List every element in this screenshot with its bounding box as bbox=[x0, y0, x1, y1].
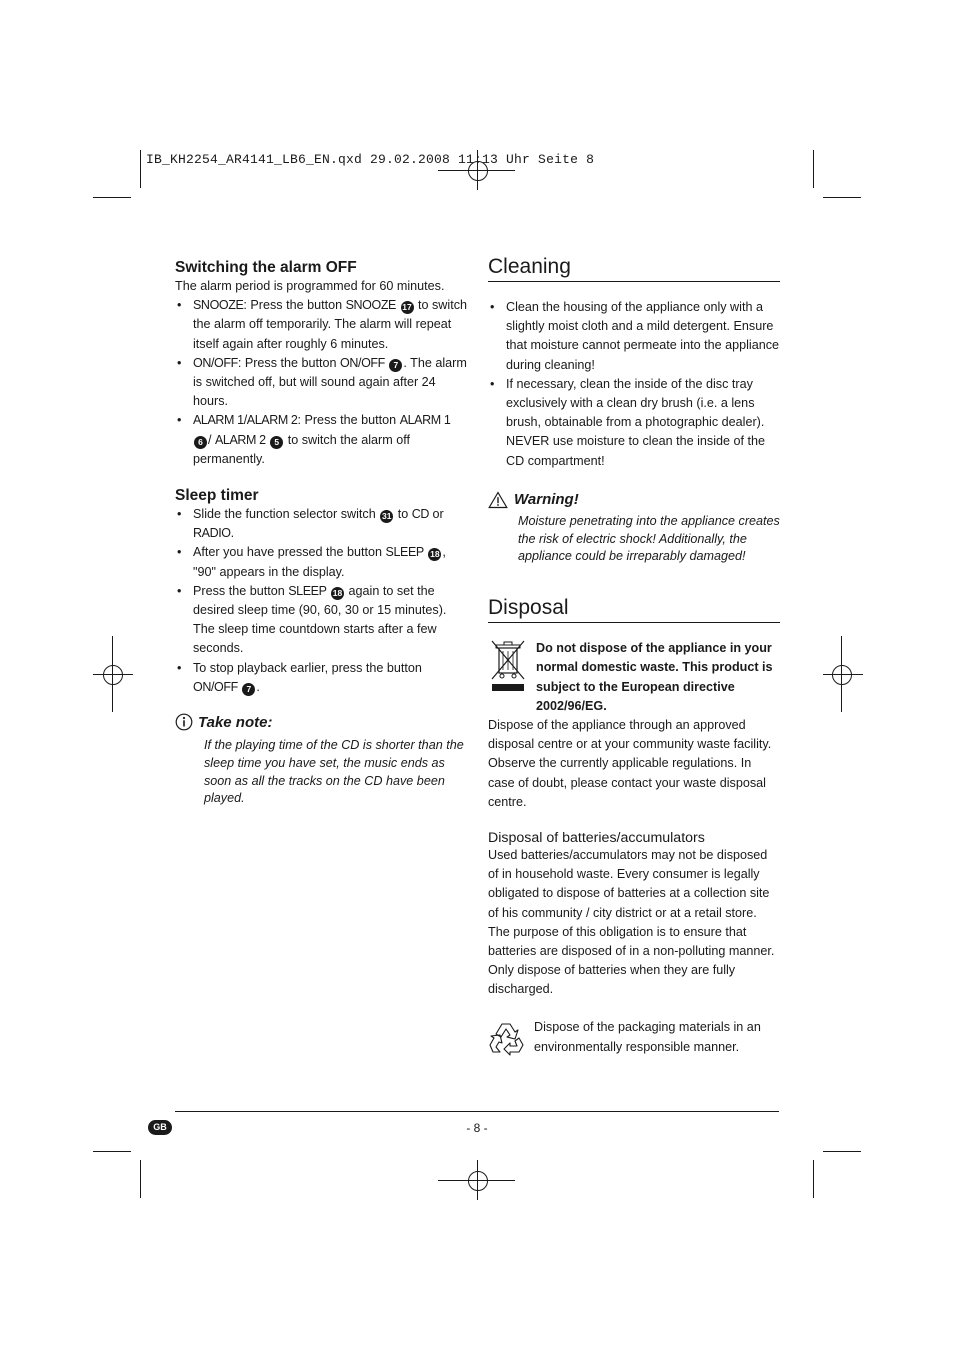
recycling-block bbox=[488, 1018, 780, 1058]
print-slug: IB_KH2254_AR4141_LB6_EN.qxd 29.02.2008 11:13 Uhr Seite 8 bbox=[146, 152, 595, 167]
warning-header bbox=[488, 491, 780, 509]
section-heading-disposal: Disposal bbox=[488, 596, 569, 620]
batteries-heading: Disposal of batteries/accumulators bbox=[488, 830, 705, 847]
list-item: • ON/OFF: Press the button ON/OFF 7 . The alarm is switched off, but will sound again after 24 hours. bbox=[175, 354, 467, 412]
take-note-text: If the playing time of the CD is shorter than the sleep time you have set, the music ends as soon as all the tracks on the CD have been played. bbox=[204, 738, 464, 806]
part-number-badge: 17 bbox=[402, 302, 412, 313]
warning-triangle-icon bbox=[488, 491, 508, 509]
list-item: • Clean the housing of the appliance only with a slightly moist cloth and a mild detergent. Ensure that moisture cannot permeate into the appliance during cleaning! bbox=[488, 298, 780, 375]
recycle-icon bbox=[488, 1018, 528, 1058]
left-column bbox=[175, 259, 467, 808]
part-number-badge: 5 bbox=[270, 436, 283, 449]
take-note-header bbox=[175, 713, 467, 731]
list-item: • ALARM 1/ALARM 2: Press the button ALARM 1 6 / ALARM 2 5 to switch the alarm off permanently. bbox=[175, 411, 467, 469]
part-number-badge: 18 bbox=[430, 549, 440, 560]
batteries-paragraph-2: The purpose of this obligation is to ensure that batteries are disposed of in a non-polluting manner. Only dispose of batteries when they are fully discharged. bbox=[488, 924, 775, 997]
weee-notice: Do not dispose of the appliance in your normal domestic waste. This product is subject to the European directive 2002/96/EG. bbox=[536, 641, 773, 713]
right-column bbox=[488, 255, 780, 1058]
list-item: • Press the button SLEEP 18 again to set the desired sleep time (90, 60, 30 or 15 minutes). The sleep time countdown starts after a few seconds. bbox=[175, 582, 467, 659]
part-number-badge: 7 bbox=[242, 683, 255, 696]
list-item: • SNOOZE: Press the button SNOOZE 17 to switch the alarm off temporarily. The alarm will repeat itself again after roughly 6 minutes. bbox=[175, 296, 467, 354]
alarm-list bbox=[175, 296, 467, 469]
country-badge: GB bbox=[148, 1120, 172, 1135]
warning-title: Warning! bbox=[514, 491, 579, 509]
part-number-badge: 31 bbox=[381, 511, 392, 522]
disposal-text: Dispose of the appliance through an approved disposal centre or at your community waste facility. Observe the currently applicable regulations. In case of doubt, please contact your waste disposal centre. bbox=[488, 718, 772, 809]
take-note-title: Take note: bbox=[198, 713, 273, 731]
heading-rule bbox=[488, 622, 780, 623]
sleep-list bbox=[175, 505, 467, 697]
section-heading-cleaning: Cleaning bbox=[488, 255, 571, 278]
section-heading-sleep-timer: Sleep timer bbox=[175, 487, 259, 505]
heading-rule bbox=[488, 281, 780, 282]
cleaning-list bbox=[488, 298, 780, 471]
warning-text: Moisture penetrating into the appliance creates the risk of electric shock! Additionally, the appliance could be irreparably damaged! bbox=[518, 513, 780, 564]
footer-rule bbox=[175, 1111, 779, 1112]
list-item: • After you have pressed the button SLEEP 18 , "90" appears in the display. bbox=[175, 543, 467, 581]
page-number: - 8 - bbox=[466, 1121, 488, 1135]
alarm-intro: The alarm period is programmed for 60 minutes. bbox=[175, 279, 445, 293]
packaging-text: Dispose of the packaging materials in an environmentally responsible manner. bbox=[534, 1020, 761, 1054]
list-item: • If necessary, clean the inside of the disc tray exclusively with a clean dry brush (i.e. a lens brush, obtainable from a photographic dealer). NEVER use moisture to clean the inside of the CD compartment! bbox=[488, 375, 780, 471]
list-item: • To stop playback earlier, press the button ON/OFF 7 . bbox=[175, 659, 467, 697]
info-icon bbox=[175, 713, 193, 731]
part-number-badge: 18 bbox=[332, 587, 343, 598]
part-number-badge: 7 bbox=[389, 359, 402, 372]
crossed-bin-icon bbox=[488, 639, 528, 693]
list-item: • Slide the function selector switch 31 to CD or RADIO. bbox=[175, 505, 467, 543]
weee-block bbox=[488, 639, 780, 716]
section-heading-alarm-off: Switching the alarm OFF bbox=[175, 259, 357, 276]
part-number-badge: 6 bbox=[194, 436, 207, 449]
batteries-paragraph-1: Used batteries/accumulators may not be disposed of in household waste. Every consumer is legally obligated to dispose of batteries at a collection site of his community / city district or at a retail store. bbox=[488, 848, 770, 920]
